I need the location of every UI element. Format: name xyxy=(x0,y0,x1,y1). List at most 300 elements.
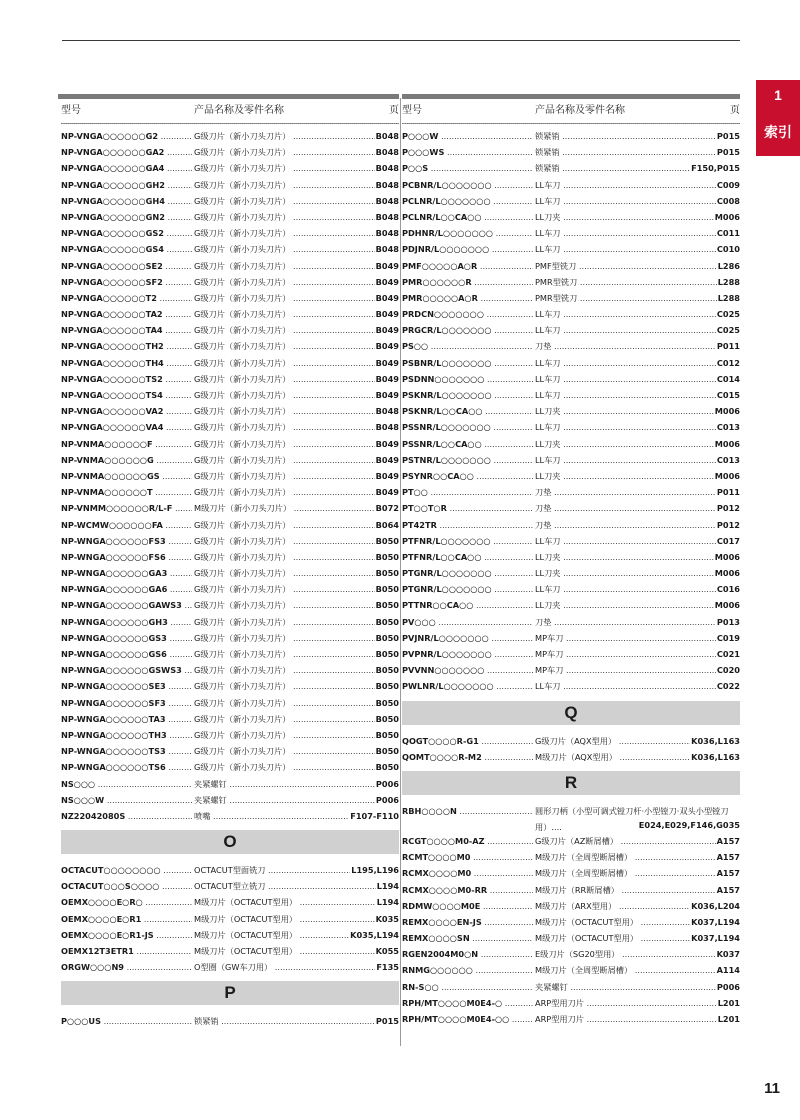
index-name: G级刀片（新小刀头刀片） ..... xyxy=(194,743,399,759)
index-model: NZ22042080S ..... xyxy=(61,808,192,824)
index-model: NP-VNMA○○○○○○G ..... xyxy=(61,452,192,468)
index-row xyxy=(61,862,399,878)
index-name: LL车刀 ..... xyxy=(535,419,740,435)
index-page: M006 xyxy=(714,597,740,613)
index-model: NP-VNGA○○○○○○GA2 ..... xyxy=(61,144,192,160)
index-model: NP-VNGA○○○○○○TS4 ..... xyxy=(61,387,192,403)
index-name: G级刀片（新小刀头刀片） ..... xyxy=(194,160,399,176)
index-model: REMX○○○○SN ..... xyxy=(402,930,533,946)
index-row xyxy=(402,338,740,354)
index-name: G级刀片（新小刀头刀片） ..... xyxy=(194,306,399,322)
index-row xyxy=(402,484,740,500)
index-page: B049 xyxy=(375,322,399,338)
index-row xyxy=(402,995,740,1011)
index-name: G级刀片（新小刀头刀片） ..... xyxy=(194,193,399,209)
index-page: B049 xyxy=(375,387,399,403)
index-name: G级刀片（新小刀头刀片） ..... xyxy=(194,387,399,403)
index-name: O型圈（GW车刀用） ..... xyxy=(194,959,399,975)
index-name: 夹紧螺钉 ..... xyxy=(535,979,740,995)
index-page: B050 xyxy=(375,727,399,743)
index-name: G级刀片（新小刀头刀片） ..... xyxy=(194,144,399,160)
index-row xyxy=(61,387,399,403)
index-model: RNMG○○○○○○ ..... xyxy=(402,962,533,978)
index-row xyxy=(402,565,740,581)
index-page: P006 xyxy=(716,979,740,995)
index-name: PMR型铣刀 ..... xyxy=(535,274,740,290)
index-model: PVPNR/L○○○○○○○ ..... xyxy=(402,646,533,662)
index-page: K037,L194 xyxy=(690,914,740,930)
index-row xyxy=(61,743,399,759)
index-row xyxy=(61,878,399,894)
index-name: M级刀片（AQX型用） ..... xyxy=(535,749,740,765)
index-name: G级刀片（新小刀头刀片） ..... xyxy=(194,695,399,711)
index-page: A157 xyxy=(716,865,740,881)
index-row xyxy=(402,946,740,962)
index-model: PTTNR○○CA○○ ..... xyxy=(402,597,533,613)
index-name: G级刀片（新小刀头刀片） ..... xyxy=(194,727,399,743)
index-model: P○○S ..... xyxy=(402,160,533,176)
index-name: G级刀片（新小刀头刀片） ..... xyxy=(194,290,399,306)
index-row xyxy=(61,759,399,775)
index-name: 刀垫 ..... xyxy=(535,517,740,533)
index-model: NS○○○ ..... xyxy=(61,776,192,792)
index-model: PSTNR/L○○○○○○○ ..... xyxy=(402,452,533,468)
index-name: LL车刀 ..... xyxy=(535,322,740,338)
index-model: RDMW○○○○M0E ..... xyxy=(402,898,533,914)
index-model: NP-WCMW○○○○○○FA ..... xyxy=(61,517,192,533)
index-page: L286 xyxy=(717,258,740,274)
index-row xyxy=(402,849,740,865)
index-name: M级刀片（OCTACUT型用） ..... xyxy=(194,911,399,927)
index-row xyxy=(402,144,740,160)
index-model: NP-WNGA○○○○○○TS3 ..... xyxy=(61,743,192,759)
index-model: RPH/MT○○○○M0E4-○ ..... xyxy=(402,995,533,1011)
index-row xyxy=(61,597,399,613)
index-row xyxy=(61,695,399,711)
index-name: G级刀片（新小刀头刀片） ..... xyxy=(194,549,399,565)
index-page: C019 xyxy=(716,630,740,646)
index-page: B049 xyxy=(375,484,399,500)
index-name: G级刀片（新小刀头刀片） ..... xyxy=(194,565,399,581)
index-row xyxy=(61,614,399,630)
index-page: C008 xyxy=(716,193,740,209)
index-page: A157 xyxy=(716,882,740,898)
index-model: PVVNN○○○○○○○ ..... xyxy=(402,662,533,678)
index-name: LL车刀 ..... xyxy=(535,225,740,241)
index-name: ARP型用刀片 ..... xyxy=(535,1011,740,1027)
index-row xyxy=(61,533,399,549)
index-name: G级刀片（新小刀头刀片） ..... xyxy=(194,452,399,468)
index-name: G级刀片（新小刀头刀片） ..... xyxy=(194,177,399,193)
index-model: RPH/MT○○○○M0E4-○○ ..... xyxy=(402,1011,533,1027)
index-name: 锁紧销 ..... xyxy=(194,1013,399,1029)
section-heading-o: O xyxy=(61,830,399,854)
index-model: NP-WNGA○○○○○○GS3 ..... xyxy=(61,630,192,646)
index-row xyxy=(61,500,399,516)
index-model: NP-WNGA○○○○○○GAWS3 ..... xyxy=(61,597,192,613)
index-row xyxy=(402,614,740,630)
index-row xyxy=(61,258,399,274)
index-model: RCMX○○○○M0 ..... xyxy=(402,865,533,881)
index-model: NP-VNGA○○○○○○SF2 ..... xyxy=(61,274,192,290)
index-model: NP-WNGA○○○○○○TS6 ..... xyxy=(61,759,192,775)
index-model: PV○○○ ..... xyxy=(402,614,533,630)
index-name: G级刀片（新小刀头刀片） ..... xyxy=(194,322,399,338)
index-model: PSYNR○○CA○○ ..... xyxy=(402,468,533,484)
index-row xyxy=(402,322,740,338)
index-row xyxy=(61,959,399,975)
index-model: NP-VNGA○○○○○○GS2 ..... xyxy=(61,225,192,241)
index-name: 锁紧销 ..... xyxy=(535,160,740,176)
index-page: B050 xyxy=(375,646,399,662)
watermark-logo xyxy=(584,948,664,992)
index-row xyxy=(61,160,399,176)
index-name: MP车刀 ..... xyxy=(535,646,740,662)
index-name: 夹紧螺钉 ..... xyxy=(194,776,399,792)
section-o-list xyxy=(61,862,399,975)
index-model: PTGNR/L○○○○○○○ ..... xyxy=(402,565,533,581)
index-page: C016 xyxy=(716,581,740,597)
section-r-list xyxy=(402,833,740,1027)
index-name: G级刀片（新小刀头刀片） ..... xyxy=(194,403,399,419)
index-page: C020 xyxy=(716,662,740,678)
index-page: B050 xyxy=(375,678,399,694)
index-name: G级刀片（新小刀头刀片） ..... xyxy=(194,468,399,484)
index-page: B049 xyxy=(375,355,399,371)
index-row xyxy=(61,436,399,452)
index-model: NP-VNGA○○○○○○SE2 ..... xyxy=(61,258,192,274)
index-model: PCLNR/L○○○○○○○ ..... xyxy=(402,193,533,209)
index-name: 刀垫 ..... xyxy=(535,614,740,630)
index-name: LL车刀 ..... xyxy=(535,678,740,694)
index-page: B049 xyxy=(375,274,399,290)
index-model: PCBNR/L○○○○○○○ ..... xyxy=(402,177,533,193)
index-page: K036,L163 xyxy=(690,733,740,749)
index-page: K035,L194 xyxy=(349,927,399,943)
right-column xyxy=(402,94,740,1027)
index-name: 锁紧销 ..... xyxy=(535,128,740,144)
index-row xyxy=(61,274,399,290)
index-name: LL车刀 ..... xyxy=(535,581,740,597)
index-row xyxy=(402,274,740,290)
index-row xyxy=(61,549,399,565)
index-row xyxy=(402,678,740,694)
index-row xyxy=(61,306,399,322)
index-row xyxy=(402,1011,740,1027)
index-page: B048 xyxy=(375,419,399,435)
index-name: M级刀片（全周型断屑槽） ..... xyxy=(535,962,740,978)
index-name: E级刀片（SG20型用） ..... xyxy=(535,946,740,962)
index-page: M006 xyxy=(714,209,740,225)
index-page: L288 xyxy=(717,290,740,306)
chapter-label: 索引 xyxy=(764,125,792,141)
index-model: NP-VNGA○○○○○○TS2 ..... xyxy=(61,371,192,387)
index-row xyxy=(402,241,740,257)
index-model: OEMX○○○○E○R○ ..... xyxy=(61,894,192,910)
index-model: RN-S○○ ..... xyxy=(402,979,533,995)
index-page: B050 xyxy=(375,549,399,565)
index-row xyxy=(61,322,399,338)
index-page: F135 xyxy=(375,959,399,975)
index-model: REMX○○○○EN-JS ..... xyxy=(402,914,533,930)
index-page: A114 xyxy=(716,962,740,978)
index-model: PDJNR/L○○○○○○○ ..... xyxy=(402,241,533,257)
index-name: OCTACUT型立铣刀 ..... xyxy=(194,878,399,894)
index-model: PSBNR/L○○○○○○○ ..... xyxy=(402,355,533,371)
index-model: P○○○W ..... xyxy=(402,128,533,144)
index-page: K055 xyxy=(375,943,399,959)
index-name: G级刀片（新小刀头刀片） ..... xyxy=(194,646,399,662)
index-page: P013 xyxy=(716,614,740,630)
index-model: PSDNN○○○○○○○ ..... xyxy=(402,371,533,387)
index-page: P011 xyxy=(716,338,740,354)
index-page: E024,E029,F146,G035 xyxy=(638,817,740,833)
index-model: NP-WNGA○○○○○○TH3 ..... xyxy=(61,727,192,743)
index-row xyxy=(61,565,399,581)
index-name: MP车刀 ..... xyxy=(535,662,740,678)
index-page: B050 xyxy=(375,695,399,711)
index-model: NP-VNGA○○○○○○VA2 ..... xyxy=(61,403,192,419)
index-page: M006 xyxy=(714,468,740,484)
index-row xyxy=(402,914,740,930)
index-name: G级刀片（新小刀头刀片） ..... xyxy=(194,581,399,597)
index-model: PMR○○○○○○R ..... xyxy=(402,274,533,290)
index-row xyxy=(402,128,740,144)
index-model: NP-VNMA○○○○○○T ..... xyxy=(61,484,192,500)
index-model: NP-VNMA○○○○○○GS ..... xyxy=(61,468,192,484)
index-model: NP-WNGA○○○○○○GA6 ..... xyxy=(61,581,192,597)
index-row xyxy=(61,678,399,694)
index-name: G级刀片（新小刀头刀片） ..... xyxy=(194,711,399,727)
index-page: L195,L196 xyxy=(350,862,399,878)
index-row xyxy=(61,927,399,943)
index-model: PTFNR/L○○○○○○○ ..... xyxy=(402,533,533,549)
index-name: G级刀片（新小刀头刀片） ..... xyxy=(194,517,399,533)
index-model: OEMX○○○○E○R1-JS ..... xyxy=(61,927,192,943)
index-page: C011 xyxy=(716,225,740,241)
index-page: B050 xyxy=(375,662,399,678)
index-row xyxy=(402,355,740,371)
index-page: B049 xyxy=(375,306,399,322)
right-index-list xyxy=(402,124,740,695)
index-page: B050 xyxy=(375,630,399,646)
index-model: PTFNR/L○○CA○○ ..... xyxy=(402,549,533,565)
index-name: G级刀片（新小刀头刀片） ..... xyxy=(194,484,399,500)
header-model: 型号 xyxy=(61,105,81,116)
index-row xyxy=(61,144,399,160)
index-model: RCMT○○○○M0 ..... xyxy=(402,849,533,865)
index-page: C012 xyxy=(716,355,740,371)
index-row xyxy=(402,371,740,387)
index-model: OEMX12T3ETR1 ..... xyxy=(61,943,192,959)
index-model: NP-VNGA○○○○○○G2 ..... xyxy=(61,128,192,144)
index-page: L194 xyxy=(376,894,399,910)
index-page: B048 xyxy=(375,177,399,193)
index-row xyxy=(402,930,740,946)
chapter-number: 1 xyxy=(774,87,782,103)
index-name: G级刀片（新小刀头刀片） ..... xyxy=(194,759,399,775)
header-name: 产品名称及零件名称 xyxy=(535,105,625,116)
index-name: G级刀片（新小刀头刀片） ..... xyxy=(194,630,399,646)
index-page: P015 xyxy=(716,128,740,144)
index-model: RCGT○○○○M0-AZ ..... xyxy=(402,833,533,849)
index-name: LL刀夹 ..... xyxy=(535,597,740,613)
index-page: M006 xyxy=(714,403,740,419)
index-page: P012 xyxy=(716,500,740,516)
index-page: B072 xyxy=(375,500,399,516)
index-row xyxy=(402,979,740,995)
index-page: P015 xyxy=(375,1013,399,1029)
index-row xyxy=(402,749,740,765)
index-model: NP-VNGA○○○○○○GH2 ..... xyxy=(61,177,192,193)
index-model: QOMT○○○○R-M2 ..... xyxy=(402,749,533,765)
index-name: 刀垫 ..... xyxy=(535,500,740,516)
index-page: L194 xyxy=(376,878,399,894)
index-row xyxy=(61,290,399,306)
header-page: 页 xyxy=(730,105,740,116)
column-header xyxy=(402,94,740,124)
index-row xyxy=(61,727,399,743)
left-index-list xyxy=(61,124,399,824)
index-name: G级刀片（新小刀头刀片） ..... xyxy=(194,614,399,630)
index-model: PS○○ ..... xyxy=(402,338,533,354)
index-model: PRDCN○○○○○○○ ..... xyxy=(402,306,533,322)
index-row xyxy=(402,646,740,662)
index-name: G级刀片（新小刀头刀片） ..... xyxy=(194,419,399,435)
index-name: G级刀片（新小刀头刀片） ..... xyxy=(194,436,399,452)
index-name: G级刀片（新小刀头刀片） ..... xyxy=(194,274,399,290)
index-name: G级刀片（新小刀头刀片） ..... xyxy=(194,533,399,549)
index-name: M级刀片（全周型断屑槽） ..... xyxy=(535,849,740,865)
index-page: K037,L194 xyxy=(690,930,740,946)
index-name: 刀垫 ..... xyxy=(535,338,740,354)
index-page: B049 xyxy=(375,290,399,306)
index-model: NP-VNGA○○○○○○T2 ..... xyxy=(61,290,192,306)
index-model: NP-VNGA○○○○○○GS4 ..... xyxy=(61,241,192,257)
index-name: M级刀片（全周型断屑槽） ..... xyxy=(535,865,740,881)
index-row xyxy=(61,646,399,662)
index-model: NP-VNGA○○○○○○GN2 ..... xyxy=(61,209,192,225)
index-page: C010 xyxy=(716,241,740,257)
index-page: C009 xyxy=(716,177,740,193)
index-page: B050 xyxy=(375,743,399,759)
index-page: B048 xyxy=(375,193,399,209)
index-name: M级刀片（OCTACUT型用） ..... xyxy=(194,927,399,943)
index-name: M级刀片（OCTACUT型用） ..... xyxy=(194,943,399,959)
index-model: PVJNR/L○○○○○○○ ..... xyxy=(402,630,533,646)
index-name: PMR型铣刀 ..... xyxy=(535,290,740,306)
index-row xyxy=(61,894,399,910)
index-page: B048 xyxy=(375,241,399,257)
index-model: QOGT○○○○R-G1 ..... xyxy=(402,733,533,749)
index-page: B048 xyxy=(375,128,399,144)
index-name: LL刀夹 ..... xyxy=(535,468,740,484)
index-name: M级刀片（新小刀头刀片） ..... xyxy=(194,500,399,516)
index-row xyxy=(402,865,740,881)
index-row xyxy=(402,209,740,225)
index-name: G级刀片（新小刀头刀片） ..... xyxy=(194,241,399,257)
index-row xyxy=(402,803,740,833)
section-q-list xyxy=(402,733,740,765)
index-page: B050 xyxy=(375,597,399,613)
index-model: PSKNR/L○○CA○○ ..... xyxy=(402,403,533,419)
index-name: LL车刀 ..... xyxy=(535,306,740,322)
index-name: G级刀片（新小刀头刀片） ..... xyxy=(194,371,399,387)
index-model: P○○○WS ..... xyxy=(402,144,533,160)
index-model: OCTACUT○○○○○○○○ ..... xyxy=(61,862,192,878)
index-row xyxy=(61,808,399,824)
index-name: 喷嘴 ..... xyxy=(194,808,399,824)
index-page: K037 xyxy=(716,946,740,962)
index-model: OEMX○○○○E○R1 ..... xyxy=(61,911,192,927)
index-side-tab[interactable] xyxy=(756,80,800,156)
index-row xyxy=(402,258,740,274)
index-page: P006 xyxy=(375,792,399,808)
index-model: PCLNR/L○○CA○○ ..... xyxy=(402,209,533,225)
index-row xyxy=(402,662,740,678)
header-name: 产品名称及零件名称 xyxy=(194,105,284,116)
index-name: LL刀夹 ..... xyxy=(535,565,740,581)
index-row xyxy=(61,1013,399,1029)
index-page: B049 xyxy=(375,338,399,354)
index-model: NP-VNGA○○○○○○TH4 ..... xyxy=(61,355,192,371)
index-page: C022 xyxy=(716,678,740,694)
index-row xyxy=(61,241,399,257)
index-page: B050 xyxy=(375,711,399,727)
index-row xyxy=(61,581,399,597)
index-name: G级刀片（新小刀头刀片） ..... xyxy=(194,209,399,225)
index-model: NP-VNMM○○○○○○R/L-F ..... xyxy=(61,500,192,516)
index-page: L201 xyxy=(717,995,740,1011)
index-page: B048 xyxy=(375,160,399,176)
index-row xyxy=(402,177,740,193)
index-name: G级刀片（新小刀头刀片） ..... xyxy=(194,662,399,678)
index-name: LL车刀 ..... xyxy=(535,355,740,371)
index-page: A157 xyxy=(716,833,740,849)
index-page: C013 xyxy=(716,419,740,435)
index-row xyxy=(61,177,399,193)
index-row xyxy=(402,882,740,898)
index-row xyxy=(61,484,399,500)
index-page: C017 xyxy=(716,533,740,549)
index-page: C025 xyxy=(716,306,740,322)
index-model: NP-WNGA○○○○○○TA3 ..... xyxy=(61,711,192,727)
index-row xyxy=(61,776,399,792)
index-model: RBH○○○○N ..... xyxy=(402,803,533,819)
index-model: PSSNR/L○○CA○○ ..... xyxy=(402,436,533,452)
index-page: F107-F110 xyxy=(349,808,399,824)
index-name: ARP型用刀片 ..... xyxy=(535,995,740,1011)
index-name: 夹紧螺钉 ..... xyxy=(194,792,399,808)
index-page: K036,L204 xyxy=(690,898,740,914)
index-row xyxy=(402,500,740,516)
index-row xyxy=(402,962,740,978)
header-model: 型号 xyxy=(402,105,422,116)
index-row xyxy=(61,128,399,144)
index-page: C013 xyxy=(716,452,740,468)
top-rule xyxy=(62,40,740,41)
index-row xyxy=(61,517,399,533)
index-page: K036,L163 xyxy=(690,749,740,765)
index-page: C014 xyxy=(716,371,740,387)
index-row xyxy=(61,371,399,387)
index-name: G级刀片（新小刀头刀片） ..... xyxy=(194,355,399,371)
index-name: MP车刀 ..... xyxy=(535,630,740,646)
index-name: 圆形刀柄（小型可调式镗刀杆·小型镗刀·双头小型镗刀用）.... xyxy=(535,805,729,832)
index-row xyxy=(61,209,399,225)
index-row xyxy=(61,403,399,419)
index-row xyxy=(402,733,740,749)
